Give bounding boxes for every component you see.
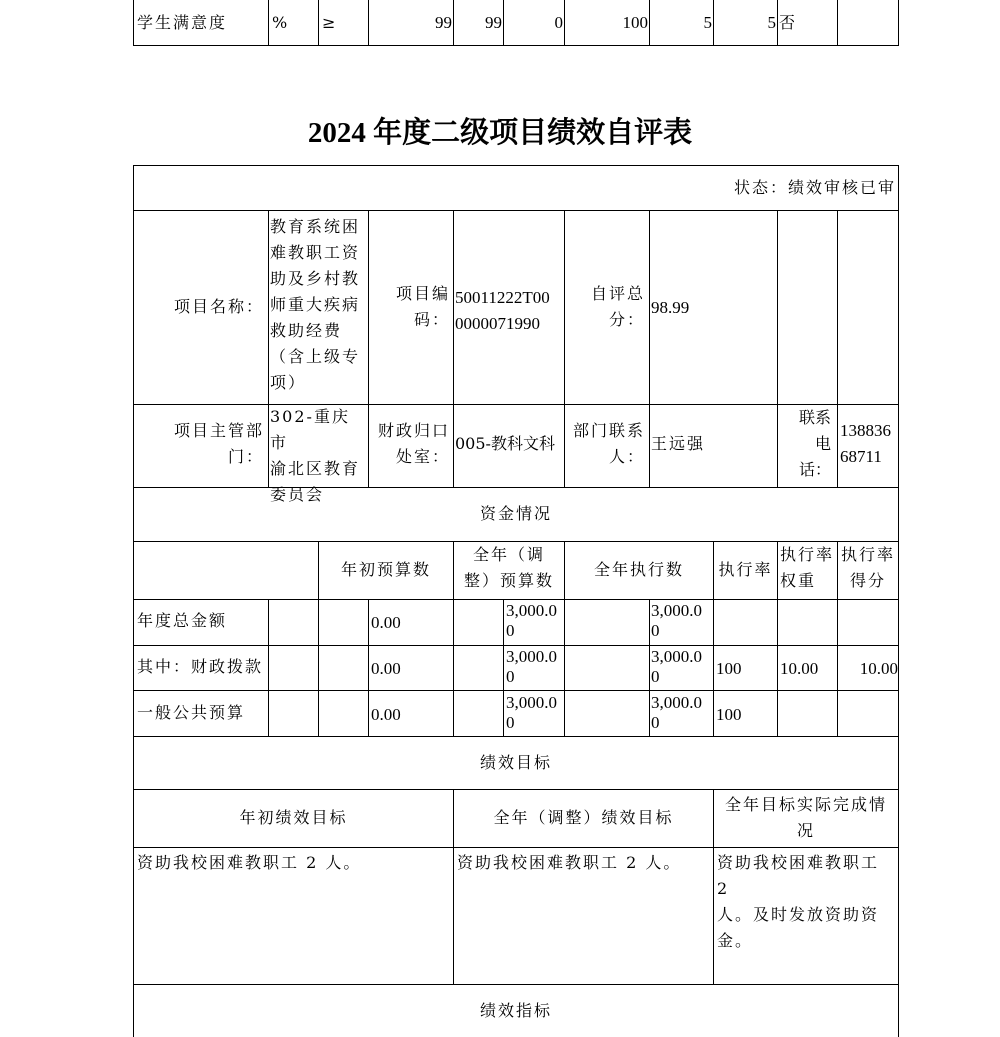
funds-row-adjusted xyxy=(506,644,564,690)
grid-line xyxy=(777,210,778,487)
text-line: 分： xyxy=(608,310,645,329)
text-line: 3,000.0 xyxy=(651,647,702,666)
goals-initial-text: 资助我校困难教职工 2 人。 xyxy=(137,853,362,872)
funds-section-title: 资金情况 xyxy=(479,504,552,523)
text-line: 金。 xyxy=(717,931,754,950)
self-score-value: 98.99 xyxy=(651,298,690,317)
funds-row-rate: 100 xyxy=(716,705,742,724)
text-line: 0 xyxy=(651,667,660,686)
text-line: 况 xyxy=(796,821,815,840)
text-line: 自评总 xyxy=(590,284,645,303)
top-row-annual-target: 99 xyxy=(435,13,452,32)
funds-row-score: 10.00 xyxy=(859,659,898,678)
funds-row-rate: 100 xyxy=(716,659,742,678)
text-line: 302-重庆市 xyxy=(270,407,350,452)
goals-adjusted-header: 全年（调整）绩效目标 xyxy=(493,808,674,827)
text-line: 3,000.0 xyxy=(506,693,557,712)
dept-value xyxy=(270,404,367,508)
funds-row-executed xyxy=(651,644,713,690)
funds-header-rate-score xyxy=(838,542,898,594)
grid-line xyxy=(133,847,899,848)
finance-label xyxy=(370,418,450,470)
grid-line xyxy=(898,165,899,1037)
grid-line xyxy=(133,0,134,46)
funds-row-label: 年度总金额 xyxy=(137,611,228,630)
grid-line xyxy=(133,487,899,488)
text-line: 救助经费 xyxy=(270,321,343,340)
grid-line xyxy=(133,736,899,737)
funds-row-adjusted xyxy=(506,598,564,644)
text-line: 人。及时发放资助资 xyxy=(717,905,880,924)
text-line: 0 xyxy=(506,713,515,732)
text-line: 权重 xyxy=(780,571,817,590)
text-line: 3,000.0 xyxy=(651,693,702,712)
funds-row-initial: 0.00 xyxy=(371,613,401,632)
text-line: 得分 xyxy=(849,571,886,590)
text-line: 助及乡村教 xyxy=(270,269,361,288)
goals-section-title: 绩效目标 xyxy=(479,753,552,772)
text-line: 门： xyxy=(227,447,264,466)
text-line: 0 xyxy=(651,621,660,640)
top-row-unit: % xyxy=(272,13,288,32)
text-line: 委员会 xyxy=(270,485,325,504)
text-line: 执行率 xyxy=(840,545,895,564)
grid-line xyxy=(453,210,454,487)
text-line: 0000071990 xyxy=(455,314,540,333)
text-line: 码： xyxy=(413,310,450,329)
funds-row-label: 一般公共预算 xyxy=(137,703,246,722)
funds-row-weight: 10.00 xyxy=(780,659,819,678)
phone-value xyxy=(840,418,898,470)
goals-actual-header xyxy=(714,792,898,844)
grid-line xyxy=(777,0,778,46)
top-row-weight: 5 xyxy=(703,13,712,32)
text-line: 教育系统困 xyxy=(270,217,361,236)
grid-line xyxy=(133,210,899,211)
grid-line xyxy=(649,599,650,736)
top-row-operator: ≥ xyxy=(322,13,336,32)
goals-initial-header: 年初绩效目标 xyxy=(239,808,348,827)
text-line: 138836 xyxy=(840,421,891,440)
page-title: 2024 年度二级项目绩效自评表 xyxy=(307,117,693,149)
grid-line xyxy=(368,599,369,736)
contact-label xyxy=(566,418,645,470)
funds-row-initial: 0.00 xyxy=(371,705,401,724)
grid-line xyxy=(133,789,899,790)
text-line: 0 xyxy=(506,667,515,686)
indicators-section-title: 绩效指标 xyxy=(479,1001,552,1020)
top-row-actual-value: 100 xyxy=(622,13,648,32)
text-line: 0 xyxy=(651,713,660,732)
grid-line xyxy=(318,599,319,736)
text-line: 全年（调 xyxy=(472,545,545,564)
funds-row-adjusted xyxy=(506,690,564,736)
top-row-score: 5 xyxy=(767,13,776,32)
funds-row-label: 其中：财政拨款 xyxy=(137,657,264,676)
grid-line xyxy=(268,599,269,736)
text-line: 项目主管部 xyxy=(173,421,264,440)
grid-line xyxy=(777,599,778,736)
funds-header-executed: 全年执行数 xyxy=(593,560,684,579)
grid-line xyxy=(268,210,269,487)
status-text: 状态：绩效审核已审 xyxy=(733,178,896,197)
text-line: 项） xyxy=(270,373,307,392)
text-line: 处室： xyxy=(395,447,450,466)
text-line: 话： xyxy=(798,460,831,479)
text-line: 68711 xyxy=(840,447,882,466)
dept-label xyxy=(136,418,264,470)
grid-line xyxy=(564,210,565,487)
text-line: （含上级专 xyxy=(270,347,361,366)
text-line: 人： xyxy=(608,447,645,466)
grid-line xyxy=(453,599,454,736)
grid-line xyxy=(837,210,838,487)
top-row-adjusted-target: 99 xyxy=(485,13,502,32)
goals-actual-text xyxy=(717,850,898,954)
project-name-value xyxy=(270,214,367,396)
grid-line xyxy=(898,0,899,46)
goals-adjusted-text: 资助我校困难教职工 2 人。 xyxy=(457,853,682,872)
funds-header-adjusted xyxy=(454,542,564,594)
self-score-label xyxy=(566,281,645,333)
contact-name: 王远强 xyxy=(651,434,706,453)
grid-line xyxy=(268,0,269,46)
finance-value: 005-教科文科 xyxy=(455,434,555,453)
text-line: 项目编 xyxy=(395,284,450,303)
grid-line xyxy=(368,210,369,487)
grid-line xyxy=(649,210,650,487)
funds-header-rate-weight xyxy=(780,542,837,594)
text-line: 渝北区教育 xyxy=(270,459,361,478)
grid-line xyxy=(318,0,319,46)
grid-line xyxy=(133,984,899,985)
top-row-deviation: 否 xyxy=(779,13,796,32)
text-line: 0 xyxy=(506,621,515,640)
text-line: 资助我校困难教职工 2 xyxy=(717,853,880,898)
text-line: 联系 xyxy=(798,408,831,427)
phone-label xyxy=(779,405,831,483)
text-line: 整）预算数 xyxy=(463,571,554,590)
text-line: 3,000.0 xyxy=(506,647,557,666)
top-row-mid-value: 0 xyxy=(554,13,563,32)
project-code-value xyxy=(455,285,563,337)
grid-line xyxy=(777,541,778,599)
funds-row-executed xyxy=(651,690,713,736)
funds-header-rate: 执行率 xyxy=(718,560,773,579)
top-row-indicator: 学生满意度 xyxy=(137,13,228,32)
text-line: 师重大疾病 xyxy=(270,295,361,314)
grid-line xyxy=(564,599,565,736)
text-line: 执行率 xyxy=(780,545,835,564)
grid-line xyxy=(713,599,714,736)
text-line: 电 xyxy=(814,434,831,453)
grid-line xyxy=(133,165,899,166)
grid-line xyxy=(133,165,134,1037)
project-name-label: 项目名称： xyxy=(173,297,264,316)
text-line: 全年目标实际完成情 xyxy=(724,795,887,814)
funds-header-initial: 年初预算数 xyxy=(340,560,431,579)
grid-line xyxy=(133,45,899,46)
text-line: 财政归口 xyxy=(377,421,450,440)
grid-line xyxy=(837,0,838,46)
funds-row-initial: 0.00 xyxy=(371,659,401,678)
funds-row-executed xyxy=(651,598,713,644)
grid-line xyxy=(503,599,504,736)
text-line: 50011222T00 xyxy=(455,288,550,307)
text-line: 3,000.0 xyxy=(651,601,702,620)
text-line: 部门联系 xyxy=(572,421,645,440)
text-line: 难教职工资 xyxy=(270,243,361,262)
project-code-label xyxy=(370,281,450,333)
text-line: 3,000.0 xyxy=(506,601,557,620)
